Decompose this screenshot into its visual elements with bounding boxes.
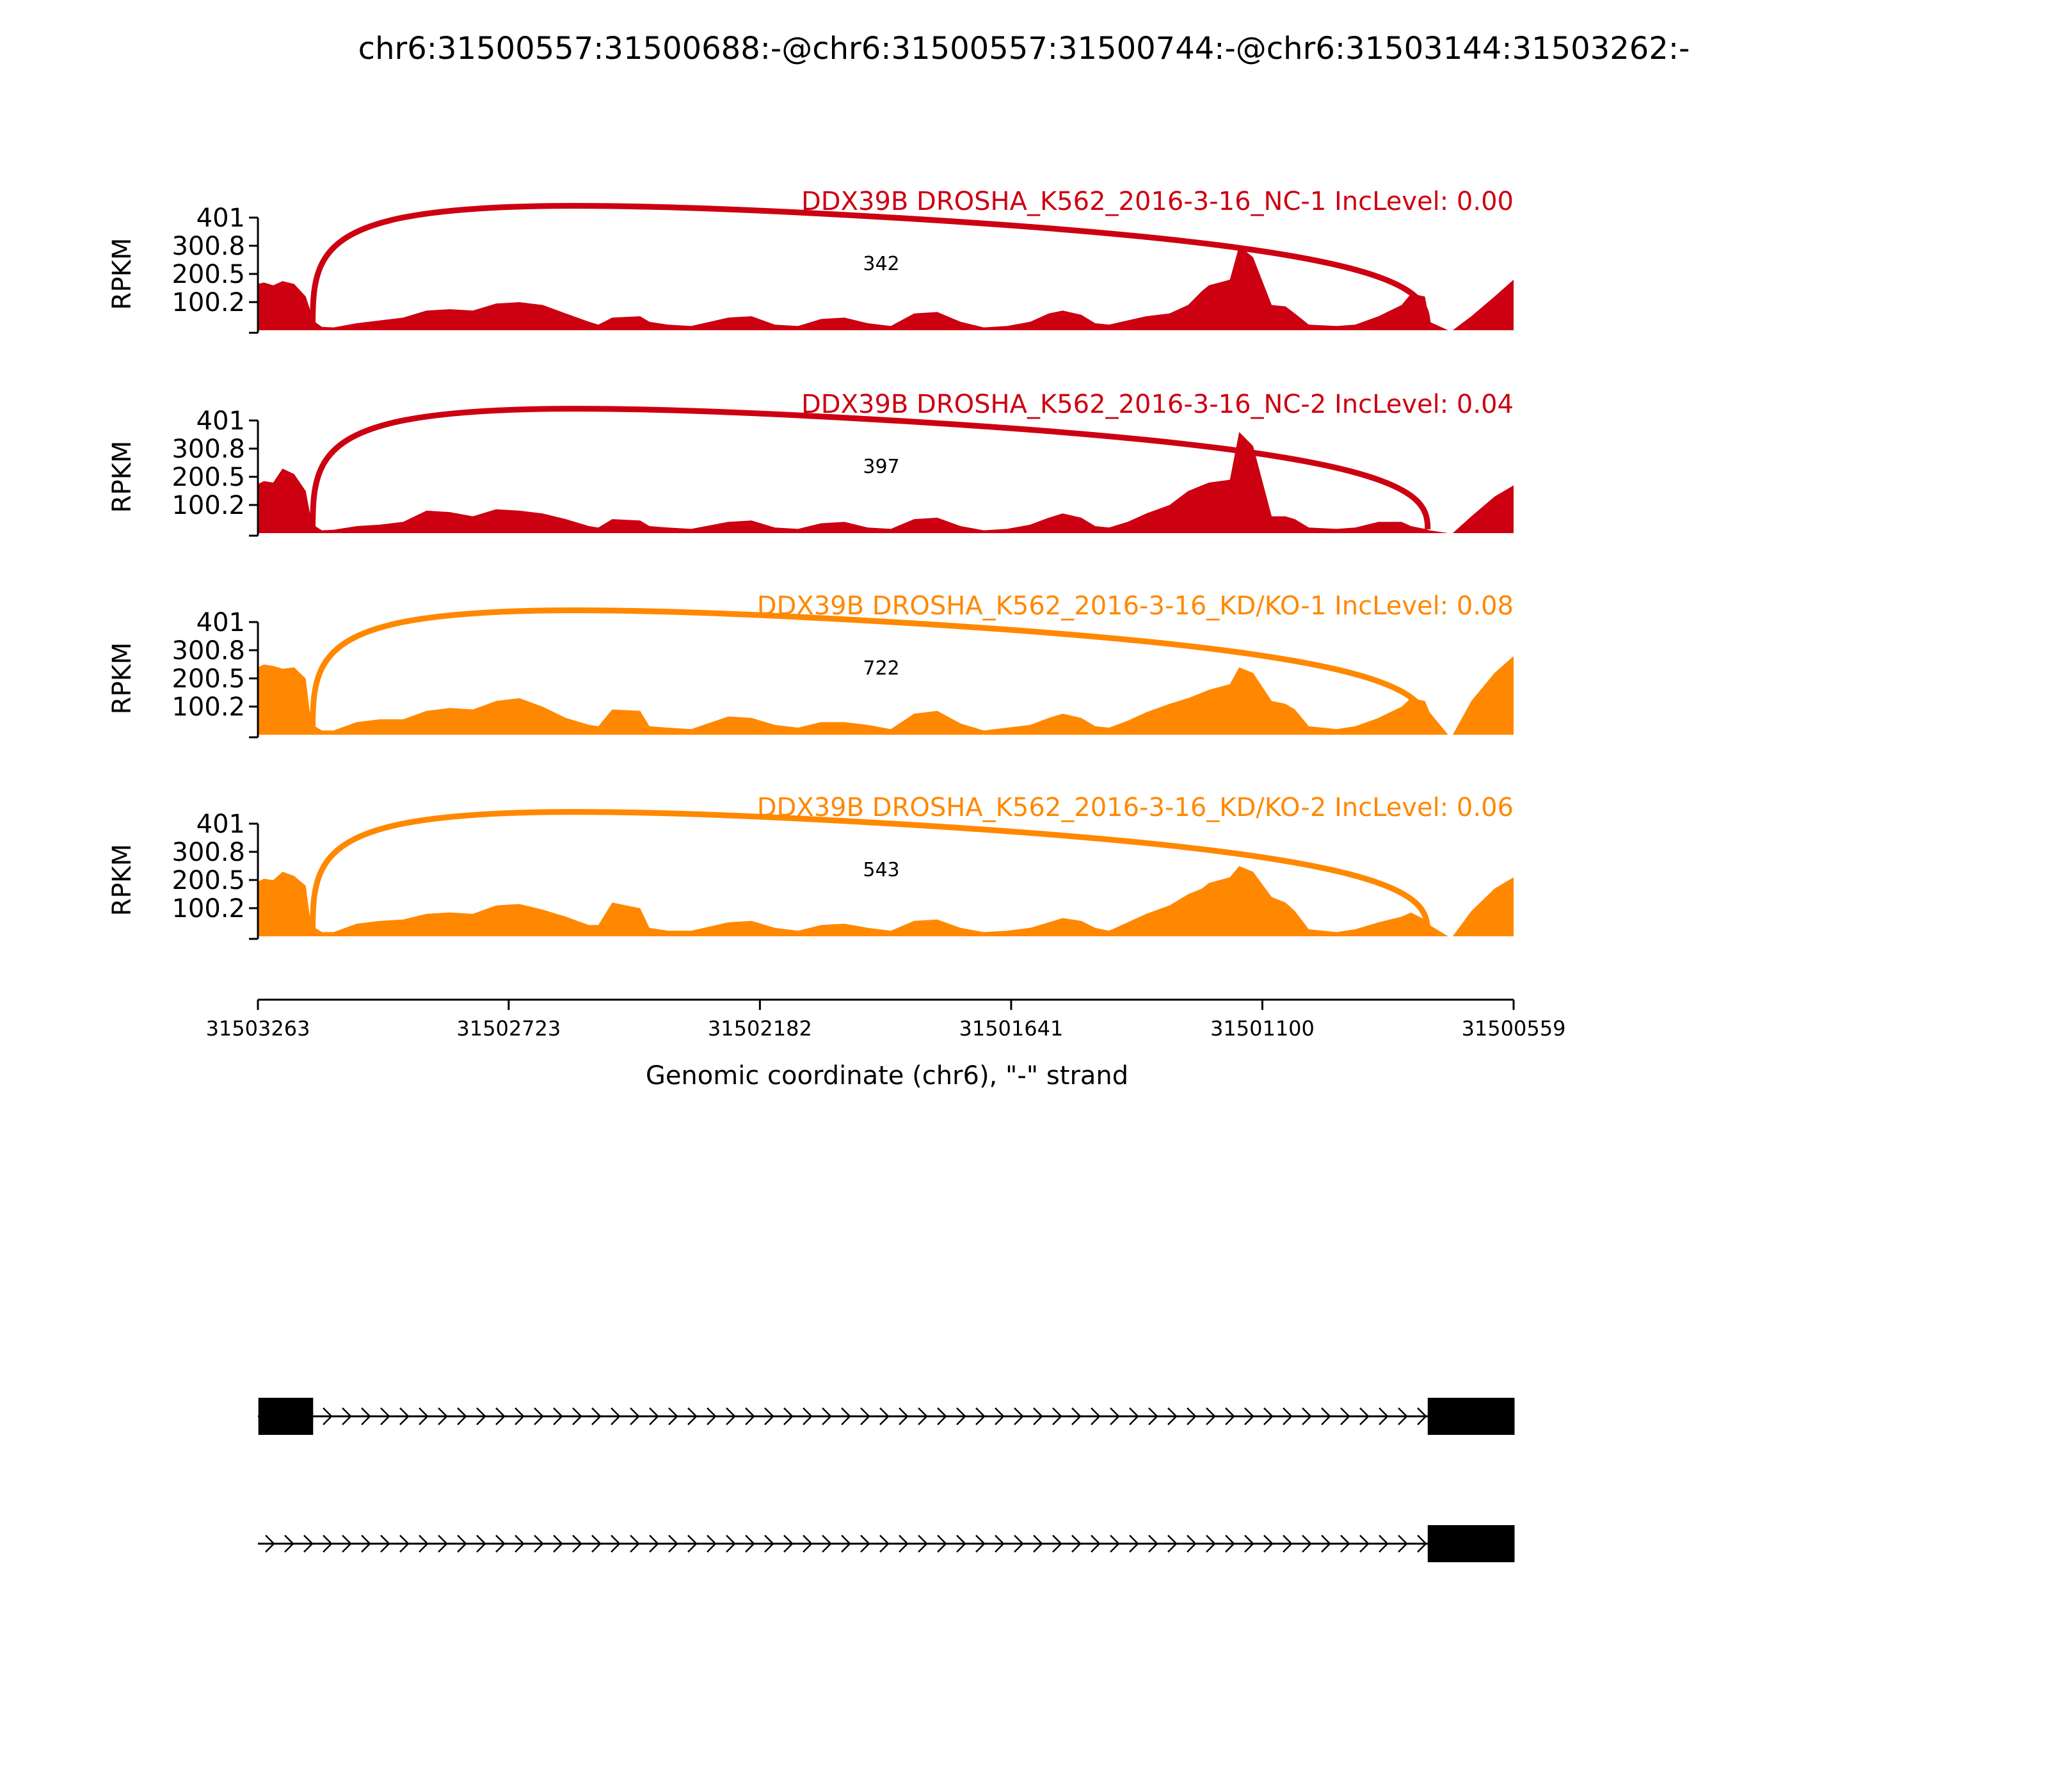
sample-label: DDX39B DROSHA_K562_2016-3-16_KD/KO-1 IncLevel: 0.08 xyxy=(756,591,1514,621)
y-tick-label: 200.5 xyxy=(172,664,245,694)
exon-block xyxy=(1428,1398,1515,1435)
isoform-2 xyxy=(258,1525,1515,1562)
x-tick-label: 31500559 xyxy=(1461,1016,1566,1041)
y-tick-label: 100.2 xyxy=(172,692,245,723)
x-tick-label: 31502723 xyxy=(456,1016,561,1041)
exon-block xyxy=(259,1398,314,1435)
coverage-tracks xyxy=(108,187,1514,939)
y-tick-label: 200.5 xyxy=(172,260,245,289)
track-4 xyxy=(108,793,1514,939)
junction-count: 342 xyxy=(863,253,900,275)
track-3 xyxy=(108,591,1514,737)
track-2 xyxy=(108,390,1514,536)
y-tick-label: 300.8 xyxy=(172,837,245,867)
coverage-area xyxy=(258,432,1514,533)
x-tick-label: 31502182 xyxy=(707,1016,812,1041)
x-tick-label: 31501100 xyxy=(1210,1016,1315,1041)
y-tick-label: 401 xyxy=(196,810,245,839)
y-tick-label: 100.2 xyxy=(172,894,245,924)
junction-count: 543 xyxy=(863,859,900,881)
track-1 xyxy=(108,187,1514,333)
sample-label: DDX39B DROSHA_K562_2016-3-16_NC-2 IncLevel: 0.04 xyxy=(801,390,1514,419)
y-tick-label: 401 xyxy=(196,204,245,233)
y-tick-label: 200.5 xyxy=(172,866,245,895)
y-axis-label: RPKM xyxy=(108,440,137,513)
x-axis-label: Genomic coordinate (chr6), "-" strand xyxy=(645,1061,1129,1091)
junction-count: 397 xyxy=(863,456,900,478)
y-tick-label: 200.5 xyxy=(172,463,245,492)
y-tick-label: 100.2 xyxy=(172,288,245,318)
x-tick-label: 31503263 xyxy=(205,1016,310,1041)
y-tick-label: 401 xyxy=(196,608,245,637)
y-axis-label: RPKM xyxy=(108,844,137,916)
y-axis-label: RPKM xyxy=(108,642,137,715)
y-tick-label: 300.8 xyxy=(172,231,245,261)
junction-count: 722 xyxy=(863,657,900,680)
sample-label: DDX39B DROSHA_K562_2016-3-16_KD/KO-2 IncLevel: 0.06 xyxy=(756,793,1514,822)
genomic-x-axis xyxy=(206,1000,1566,1041)
x-tick-label: 31501641 xyxy=(959,1016,1064,1041)
isoform-1 xyxy=(258,1398,1515,1435)
y-axis-label: RPKM xyxy=(108,237,137,310)
y-tick-label: 100.2 xyxy=(172,491,245,521)
figure-title: chr6:31500557:31500688:-@chr6:31500557:31500744:-@chr6:31503144:31503262:- xyxy=(358,31,1690,67)
y-tick-label: 300.8 xyxy=(172,636,245,666)
sample-label: DDX39B DROSHA_K562_2016-3-16_NC-1 IncLevel: 0.00 xyxy=(801,187,1514,216)
exon-block xyxy=(1428,1525,1515,1562)
y-tick-label: 401 xyxy=(196,406,245,436)
isoform-models xyxy=(258,1398,1515,1562)
y-tick-label: 300.8 xyxy=(172,434,245,464)
